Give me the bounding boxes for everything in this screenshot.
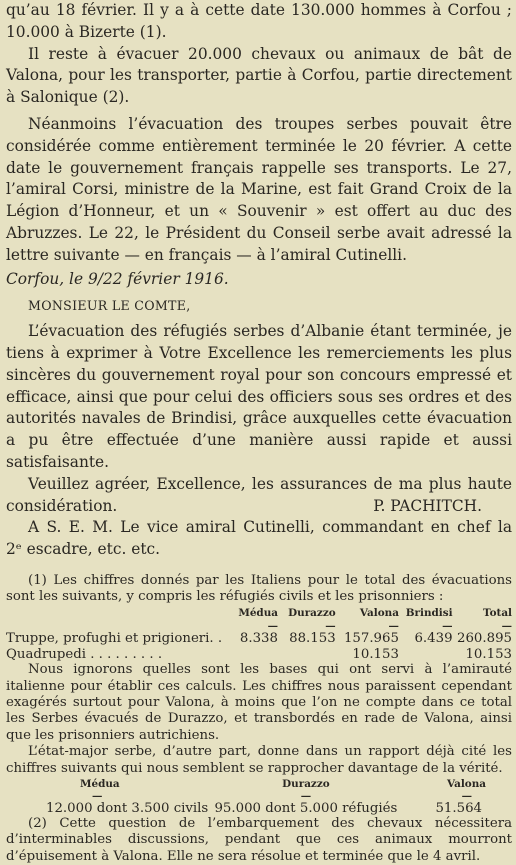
dash: —	[461, 790, 472, 803]
cell: 12.000 dont 3.500 civils	[46, 801, 209, 817]
paragraph-3: Néanmoins l’évacuation des troupes serbes pouvait être considérée comme entièrement terminée le 20 février. A cette date le gouvernement français rappelle ses transports. Le 27, l’amiral Corsi, ministre de la Marine, est fait Grand Croix de la Légion d’Honneur, et un « Souvenir » est offert au duc des Abruzzes. Le 22, le Président du Conseil serbe avait adressé la lettre suivante — en français — à l’amiral Cutinelli.	[6, 114, 512, 264]
cell: 157.965	[343, 631, 399, 647]
col-header: Durazzo	[288, 606, 336, 619]
letter-dateline: Corfou, le 9/22 février 1916.	[6, 269, 229, 288]
cell: 10.153	[465, 646, 512, 662]
cell: 10.153	[352, 646, 399, 662]
table-dash-row	[6, 622, 512, 631]
col-header: Brindisi	[405, 606, 453, 619]
letter-salutation: MONSIEUR LE COMTE,	[28, 298, 191, 314]
address-line-2: 2ᵉ escadre, etc. etc.	[6, 540, 161, 559]
evacuation-table-serbian	[6, 777, 512, 816]
paragraph-2: Il reste à évacuer 20.000 chevaux ou animaux de bât de Valona, pour les transporter, partie à Corfou, partie directement à Salonique (2).	[6, 44, 512, 107]
table-row	[6, 631, 512, 647]
dash: —	[388, 620, 399, 633]
cell: 8.338	[239, 631, 278, 647]
letter-closing: considération.	[6, 496, 118, 515]
cell	[399, 647, 453, 663]
main-text	[6, 0, 512, 561]
letter-closing-row	[6, 496, 512, 518]
cell	[278, 647, 336, 663]
evacuation-table-italian	[6, 606, 512, 663]
table-dash-row	[6, 792, 512, 801]
dash: —	[267, 620, 278, 633]
dash: —	[300, 790, 312, 803]
table-header-row	[6, 606, 512, 623]
dash: —	[325, 620, 336, 633]
col-header: Médua	[80, 778, 120, 791]
cell: 6.439	[414, 631, 453, 647]
cell	[222, 647, 278, 663]
cell: 88.153	[289, 631, 336, 647]
footnote-2: (2) Cette question de l’embarquement des chevaux nécessitera d’interminables discussions, pendant que ces animaux mourront d’épuisement à Valona. Elle ne sera résolue et terminée que le 4 avril.	[6, 816, 512, 864]
table-row	[6, 801, 512, 816]
col-header: Valona	[359, 606, 399, 619]
letter-paragraph-2: Veuillez agréer, Excellence, les assurances de ma plus haute	[28, 474, 512, 493]
paragraph-1: qu’au 18 février. Il y a à cette date 130.000 hommes à Corfou ; 10.000 à Bizerte (1).	[6, 1, 512, 41]
letter-paragraph-1: L’évacuation des réfugiés serbes d’Albanie étant terminée, je tiens à exprimer à Votre Excellence les remerciements les plus sincères du gouvernement royal pour son concours empressé et efficace, ainsi que pour celui des officiers sous ses ordres et des autorités navales de Brindisi, grâce auxquelles cette évacuation a pu être effectuée d’une manière aussi rapide et aussi satisfaisante.	[6, 322, 512, 471]
table-header-row	[6, 777, 512, 792]
row-label: Truppe, profughi et prigioneri. .	[6, 631, 223, 647]
footnote-1-intro: (1) Les chiffres donnés par les Italiens pour le total des évacuations sont les suivants, y compris les réfugiés civils et les prisonniers :	[6, 572, 512, 605]
dash: —	[92, 790, 103, 803]
letter-signature: P. PACHITCH.	[373, 496, 482, 515]
dash: —	[501, 620, 512, 633]
footnote-1-paragraph-3: L’état-major serbe, d’autre part, donne dans un rapport déjà cité les chiffres suivants qui nous semblent se rapprocher davantage de la vérité.	[6, 744, 512, 776]
cell: 51.564	[435, 801, 482, 817]
footnote-1-paragraph-2: Nous ignorons quelles sont les bases qui ont servi à l’amirauté italienne pour établir ces calculs. Les chiffres nous paraissent cependant exagérés surtout pour Valona, à moins que l’on ne compte dans ce total les Serbes évacués de Durazzo, et transbordés en rade de Valona, ainsi que les prisonniers autrichiens.	[6, 662, 512, 743]
row-label: Quadrupedi . . . . . . . . .	[6, 646, 163, 662]
col-header: Durazzo	[282, 778, 330, 791]
address-line-1: A S. E. M. Le vice amiral Cutinelli, commandant en chef la	[28, 518, 512, 537]
dash: —	[442, 620, 453, 633]
col-header: Total	[483, 606, 512, 619]
col-header: Valona	[446, 778, 486, 791]
cell: 95.000 dont 5.000 réfugiés	[214, 801, 398, 817]
col-header: Médua	[238, 606, 278, 619]
footnotes	[6, 573, 512, 865]
table-row	[6, 647, 512, 663]
cell: 260.895	[457, 631, 512, 647]
